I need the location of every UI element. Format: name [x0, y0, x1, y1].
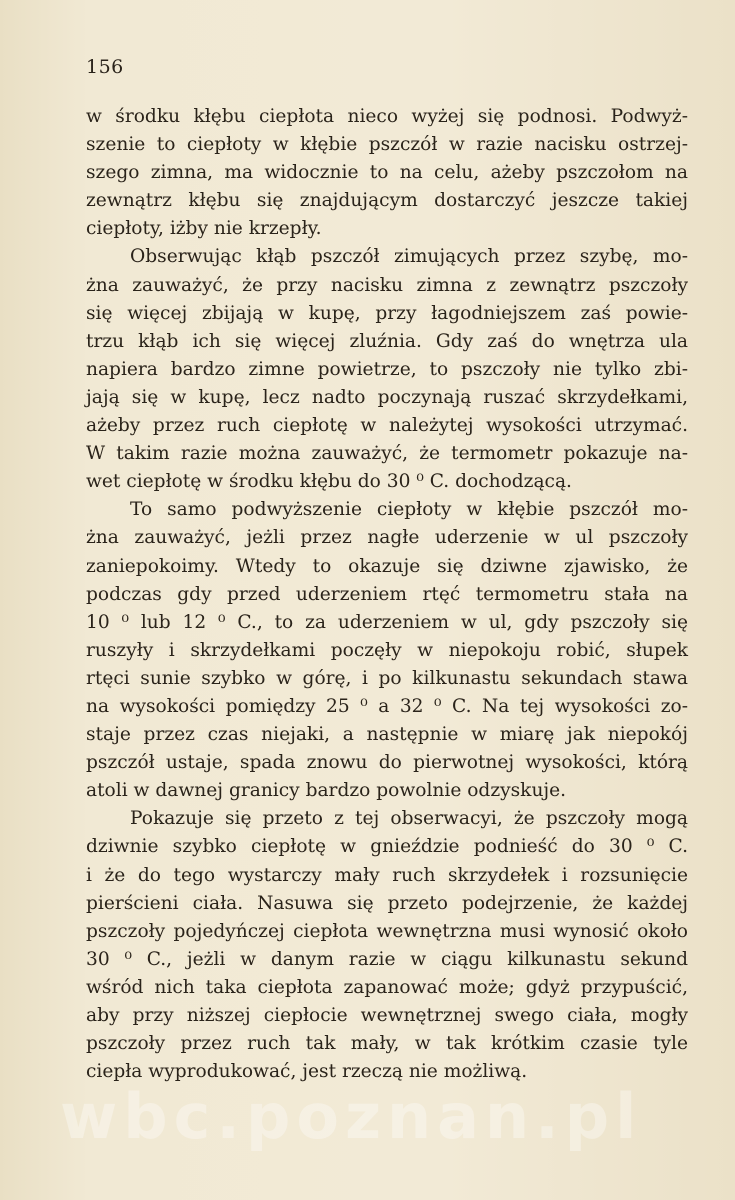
text-line: szego zimna, ma widocznie to na celu, ażeby pszczołom na — [86, 162, 688, 184]
text-line: 10 ⁰ lub 12 ⁰ C., to za uderzeniem w ul, gdy pszczoły się — [86, 611, 688, 633]
library-watermark: wbc.poznan.pl — [60, 1080, 643, 1153]
text-line: ażeby przez ruch ciepłotę w należytej wysokości utrzymać. — [86, 415, 688, 437]
text-line: wśród nich taka ciepłota zapanować może; gdyż przypuścić, — [86, 976, 688, 998]
text-line: Pokazuje się przeto z tej obserwacyi, że pszczoły mogą — [130, 808, 688, 830]
text-line: podczas gdy przed uderzeniem rtęć termometru stała na — [86, 583, 688, 605]
text-line: zewnątrz kłębu się znajdującym dostarczyć jeszcze takiej — [86, 190, 688, 212]
text-line: trzu kłąb ich się więcej zluźnia. Gdy zaś do wnętrza ula — [86, 330, 688, 352]
text-line: aby przy niższej ciepłocie wewnętrznej swego ciała, mogły — [86, 1005, 688, 1026]
text-line: dziwnie szybko ciepłotę w gnieździe podnieść do 30 ⁰ C. — [86, 836, 688, 858]
paragraph — [86, 243, 688, 496]
paragraph — [86, 805, 688, 1086]
text-line: pszczół ustaje, spada znowu do pierwotnej wysokości, którą — [86, 752, 688, 774]
text-line: ciepłoty, iżby nie krzepły. — [86, 218, 322, 240]
page-body-text — [86, 103, 688, 1086]
text-line: atoli w dawnej granicy bardzo powolnie odzyskuje. — [86, 780, 567, 802]
text-line: pszczoły przez ruch tak mały, w tak krótkim czasie tyle — [86, 1033, 688, 1055]
paragraph — [86, 103, 688, 243]
text-line: zaniepokoimy. Wtedy to okazuje się dziwne zjawisko, że — [86, 555, 688, 577]
text-line: To samo podwyższenie ciepłoty w kłębie pszczół mo- — [130, 499, 688, 521]
text-line: napiera bardzo zimne powietrze, to pszczoły nie tylko zbi- — [86, 358, 688, 380]
text-line: pszczoły pojedyńczej ciepłota wewnętrzna musi wynosić około — [86, 920, 688, 942]
text-line: szenie to ciepłoty w kłębie pszczół w razie nacisku ostrzej- — [86, 134, 688, 156]
text-line: ruszyły i skrzydełkami poczęły w niepokoju robić, słupek — [86, 639, 688, 661]
text-line: się więcej zbijają w kupę, przy łagodniejszem zaś powie- — [86, 302, 688, 324]
text-line: 30 ⁰ C., jeżli w danym razie w ciągu kilkunastu sekund — [86, 948, 688, 970]
text-line: wet ciepłotę w środku kłębu do 30 ⁰ C. dochodzącą. — [86, 471, 572, 493]
text-line: na wysokości pomiędzy 25 ⁰ a 32 ⁰ C. Na tej wysokości zo- — [86, 695, 688, 717]
text-line: żna zauważyć, że przy nacisku zimna z zewnątrz pszczoły — [86, 274, 688, 296]
paragraph — [86, 496, 688, 805]
text-line: Obserwując kłąb pszczół zimujących przez szybę, mo- — [130, 246, 688, 268]
text-line: żna zauważyć, jeżli przez nagłe uderzenie w ul pszczoły — [86, 527, 688, 549]
text-line: W takim razie można zauważyć, że termometr pokazuje na- — [86, 443, 688, 465]
text-line: ciepła wyprodukować, jest rzeczą nie możliwą. — [86, 1061, 528, 1083]
text-line: rtęci sunie szybko w górę, i po kilkunastu sekundach stawa — [86, 667, 688, 689]
text-line: w środku kłębu ciepłota nieco wyżej się podnosi. Podwyż- — [86, 106, 688, 127]
text-line: i że do tego wystarczy mały ruch skrzydełek i rozsunięcie — [86, 864, 688, 886]
text-line: jają się w kupę, lecz nadto poczynają ruszać skrzydełkami, — [86, 386, 688, 408]
text-line: pierścieni ciała. Nasuwa się przeto podejrzenie, że każdej — [86, 892, 688, 914]
page-number: 156 — [86, 56, 124, 78]
text-line: staje przez czas niejaki, a następnie w miarę jak niepokój — [86, 724, 688, 746]
